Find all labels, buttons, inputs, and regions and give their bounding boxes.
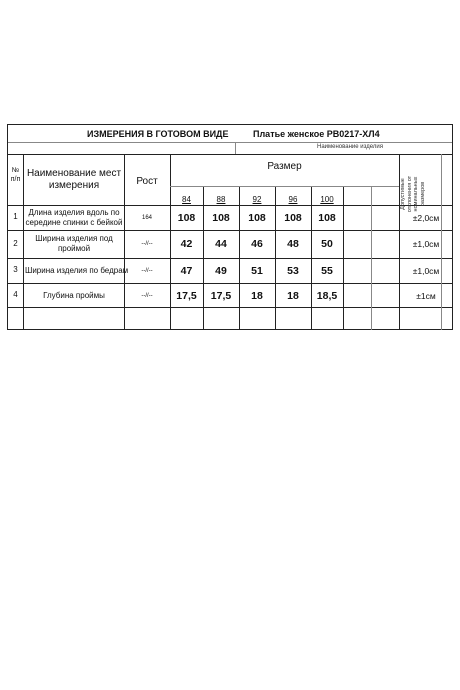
measurement-table: [7, 124, 453, 330]
row-4-value-84: 17,5: [176, 290, 197, 302]
row-3-value-96: 53: [287, 265, 299, 277]
col-divider-96: [311, 186, 312, 330]
table-border-bottom: [7, 329, 453, 330]
row-4-value-92: 18: [251, 290, 263, 302]
col-divider-92: [275, 186, 276, 330]
row-3-value-100: 55: [321, 265, 333, 277]
row-2-value-88: 44: [215, 238, 227, 250]
col-divider-100: [343, 186, 344, 330]
row-3-num: 3: [13, 265, 18, 274]
col-divider-84: [203, 186, 204, 330]
row-3-name: Ширина изделия по бедрам: [25, 266, 129, 275]
row-3-value-84: 47: [180, 265, 193, 277]
col-divider-88: [239, 186, 240, 330]
product-caption: Наименование изделия: [317, 144, 383, 150]
table-border-top: [7, 124, 453, 125]
row-2-tolerance: ±1,0см: [412, 239, 440, 249]
row-2-rost: --//--: [141, 241, 153, 247]
size-header-divider: [170, 186, 399, 187]
row-2-value-100: 50: [321, 238, 333, 250]
size-header-100: 100: [320, 195, 334, 204]
row-3-value-88: 49: [215, 265, 227, 277]
row-2-value-84: 42: [180, 238, 193, 250]
row-2-name: Ширина изделия под проймой: [35, 234, 113, 253]
row-3-tolerance: ±1,0см: [412, 266, 440, 276]
row-1-rost: 164: [141, 215, 152, 221]
col-header-name: Наименование мест измерения: [26, 168, 122, 191]
table-title: ИЗМЕРЕНИЯ В ГОТОВОМ ВИДЕ: [87, 129, 229, 139]
product-name: Платье женское РВ0217-ХЛ4: [253, 129, 380, 139]
size-header-88: 88: [216, 195, 226, 204]
title-divider-vertical: [235, 142, 236, 154]
row-4-num: 4: [13, 290, 18, 299]
col-header-num: № п/п: [10, 167, 21, 183]
size-header-84: 84: [182, 195, 191, 204]
header-top-line: [7, 154, 453, 155]
row-divider-2: [7, 258, 453, 259]
row-3-value-92: 51: [251, 265, 263, 277]
col-header-tolerance: Допустимые отклонения от номинальных размеров: [400, 175, 426, 213]
col-divider-empty-1: [371, 186, 372, 330]
header-bottom-line: [7, 205, 453, 206]
col-divider-num: [23, 154, 24, 330]
row-4-value-96: 18: [287, 290, 299, 302]
size-header-92: 92: [252, 195, 262, 204]
row-4-rost: --//--: [141, 293, 153, 299]
row-1-value-88: 108: [212, 212, 230, 224]
size-header-96: 96: [288, 195, 298, 204]
row-4-value-100: 18,5: [316, 290, 338, 302]
row-1-tolerance: ±2,0см: [412, 213, 440, 223]
row-4-value-88: 17,5: [210, 290, 232, 302]
row-4-name: Глубина проймы: [43, 291, 105, 300]
row-3-rost: --//--: [141, 268, 153, 274]
row-divider-1: [7, 230, 453, 231]
row-1-value-92: 108: [248, 212, 266, 224]
row-1-num: 1: [13, 212, 18, 221]
row-divider-3: [7, 283, 453, 284]
row-1-value-84: 108: [177, 212, 196, 224]
col-header-rost: Рост: [136, 176, 158, 187]
title-divider: [7, 142, 453, 143]
row-2-value-92: 46: [251, 238, 263, 250]
row-1-value-100: 108: [318, 212, 336, 224]
row-4-tolerance: ±1см: [416, 291, 436, 301]
row-divider-4: [7, 307, 453, 308]
col-header-size: Размер: [267, 161, 302, 172]
row-2-num: 2: [13, 239, 18, 248]
row-1-value-96: 108: [284, 212, 302, 224]
row-2-value-96: 48: [287, 238, 299, 250]
row-1-name: Длина изделия вдоль по середине спинки с бейкой: [25, 208, 123, 227]
table-border-left: [7, 124, 8, 330]
